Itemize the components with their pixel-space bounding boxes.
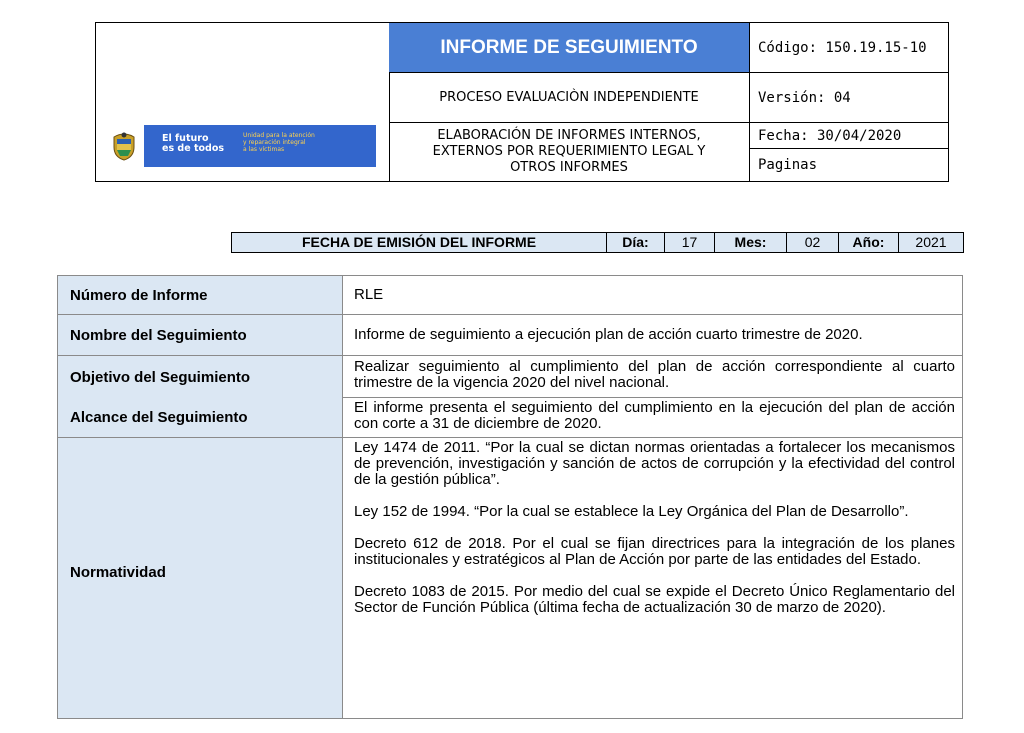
month-label: Mes: — [715, 233, 787, 252]
procedure-line: ELABORACIÓN DE INFORMES INTERNOS, — [437, 128, 701, 143]
document-title: INFORME DE SEGUIMIENTO — [389, 23, 750, 73]
logo-unit-line: a las víctimas — [243, 146, 285, 153]
scope-label: Alcance del Seguimiento — [58, 398, 343, 438]
regulation-item: Decreto 612 de 2018. Por el cual se fijan directrices para la integración de los planes institucionales y estratégicos al Plan de Acción por parte de las entidades del Estado. — [354, 535, 955, 568]
regulations-value — [343, 438, 962, 718]
report-info-table — [57, 275, 963, 719]
document-pages: Paginas — [758, 157, 818, 173]
logo-unit-line: Unidad para la atención — [243, 132, 315, 139]
procedure-name — [389, 123, 750, 181]
procedure-line: EXTERNOS POR REQUERIMIENTO LEGAL Y — [432, 144, 706, 159]
logo-cell — [96, 23, 390, 181]
process-name: PROCESO EVALUACIÒN INDEPENDIENTE — [389, 73, 750, 123]
logo-slogan-line: El futuro — [162, 133, 209, 144]
emission-date-label: FECHA DE EMISIÓN DEL INFORME — [232, 233, 607, 252]
objective-label: Objetivo del Seguimiento — [58, 356, 343, 398]
regulation-item: Decreto 1083 de 2015. Por medio del cual se expide el Decreto Único Reglamentario del Sector de Función Pública (última fecha de actualización 30 de marzo de 2020). — [354, 583, 955, 616]
scope-value: El informe presenta el seguimiento del cumplimiento en la ejecución del plan de acción con corte a 31 de diciembre de 2020. — [343, 398, 962, 438]
emission-date-bar — [231, 232, 964, 253]
document-code: Código: 150.19.15-10 — [750, 23, 948, 73]
report-number-label: Número de Informe — [58, 276, 343, 315]
month-value: 02 — [787, 233, 839, 252]
procedure-line: OTROS INFORMES — [510, 160, 628, 175]
year-value: 2021 — [915, 234, 947, 250]
regulations-label: Normatividad — [58, 438, 343, 718]
government-logo — [102, 125, 376, 167]
document-header — [95, 22, 949, 182]
regulation-item: Ley 152 de 1994. “Por la cual se establece la Ley Orgánica del Plan de Desarrollo”. — [354, 503, 909, 520]
tracking-name-label: Nombre del Seguimiento — [58, 315, 343, 356]
regulation-item: Ley 1474 de 2011. “Por la cual se dictan normas orientadas a fortalecer los mecanismos de prevención, investigación y sanción de actos de corrupción y la efectividad del control de la gestión pública”. — [354, 439, 955, 488]
document-version: Versión: 04 — [750, 73, 948, 123]
day-value: 17 — [665, 233, 715, 252]
objective-value: Realizar seguimiento al cumplimiento del plan de acción correspondiente al cuarto trimestre de la vigencia 2020 del nivel nacional. — [343, 356, 962, 398]
day-label: Día: — [607, 233, 665, 252]
tracking-name-value: Informe de seguimiento a ejecución plan de acción cuarto trimestre de 2020. — [343, 315, 962, 356]
report-number-value: RLE — [343, 276, 962, 315]
year-label: Año: — [839, 233, 899, 252]
coat-of-arms-icon — [110, 131, 138, 161]
logo-unit-line: y reparación integral — [243, 139, 306, 146]
document-date: Fecha: 30/04/2020 — [750, 123, 948, 149]
logo-slogan-line: es de todos — [162, 143, 225, 154]
